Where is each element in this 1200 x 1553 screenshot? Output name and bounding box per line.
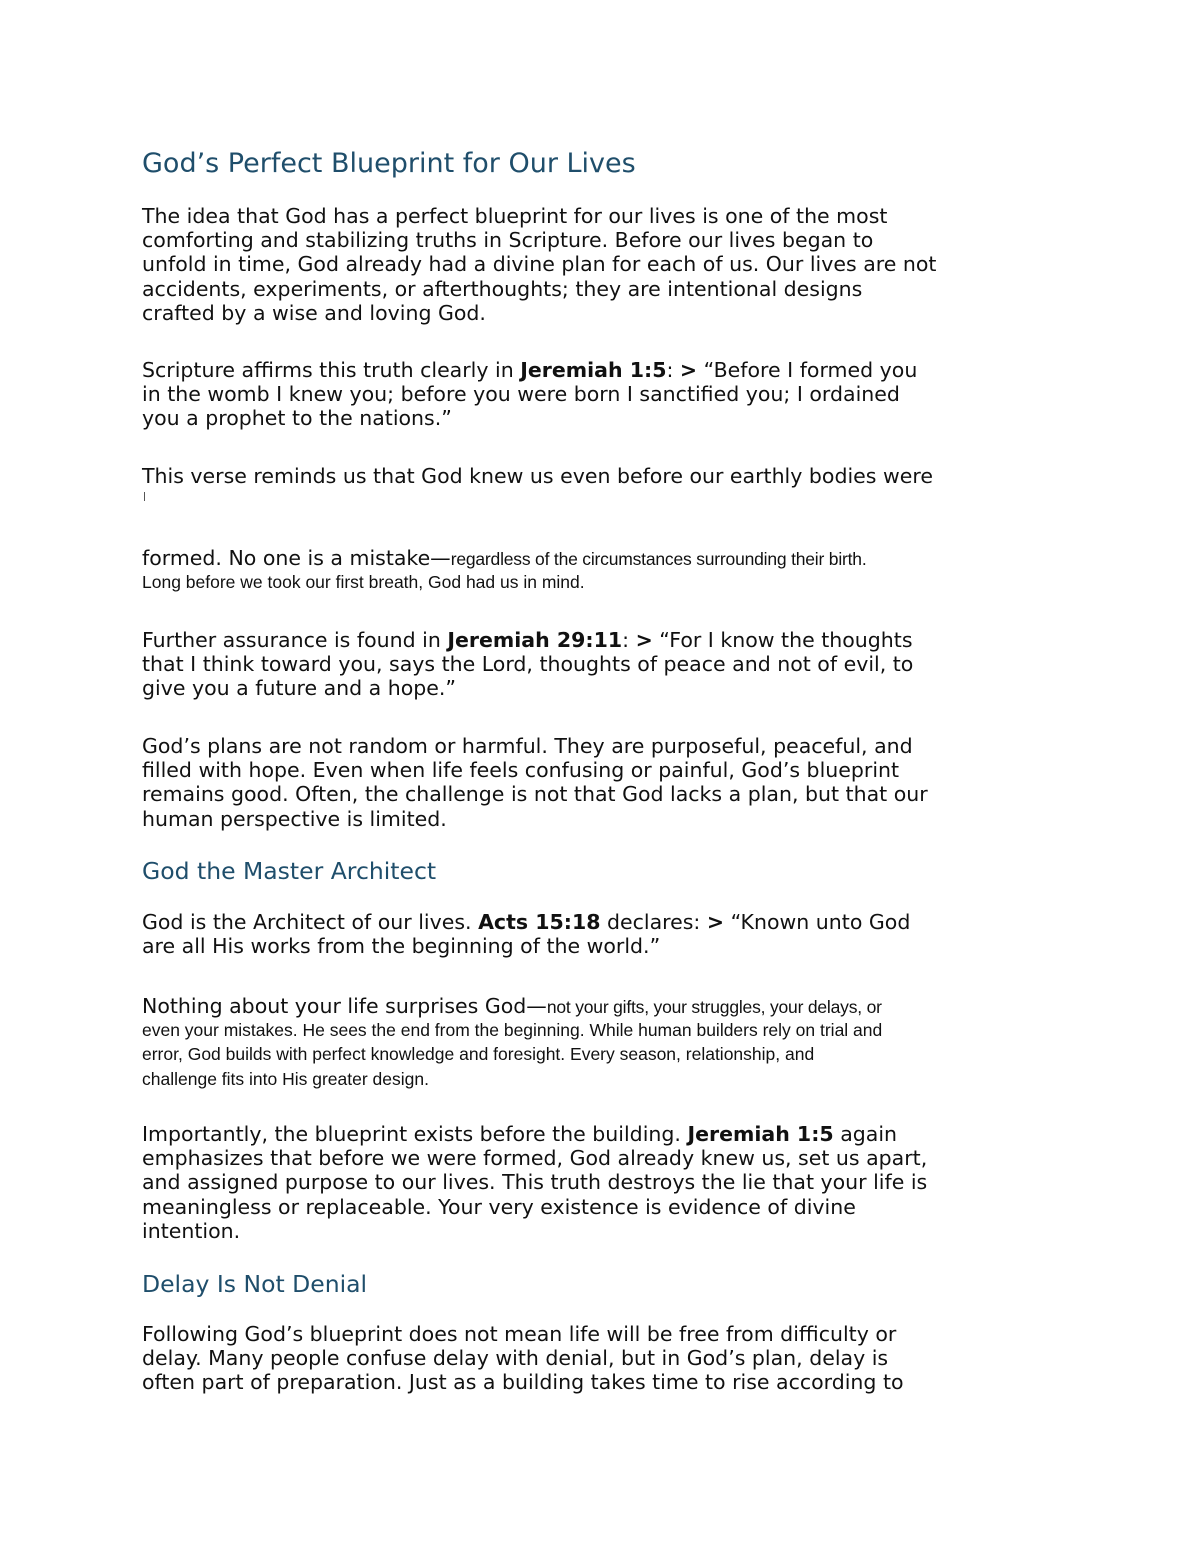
text-run: again	[833, 1122, 898, 1146]
nothing-line: even your mistakes. He sees the end from the beginning. While human builders rely on trial and	[142, 1020, 883, 1041]
heading-master-architect: God the Master Architect	[142, 857, 437, 885]
intro-line: accidents, experiments, or afterthoughts; they are intentional designs	[142, 276, 863, 301]
importantly-line	[142, 1122, 1072, 1146]
quote-marker: >	[635, 628, 653, 652]
reminder-line	[142, 546, 1072, 570]
heading-delay-not-denial: Delay Is Not Denial	[142, 1270, 368, 1298]
plans-paragraph	[142, 734, 1072, 831]
plans-line: remains good. Often, the challenge is not that God lacks a plan, but that our	[142, 782, 928, 807]
quote-marker: >	[706, 910, 725, 934]
document-title: God’s Perfect Blueprint for Our Lives	[142, 148, 636, 179]
text-run: Importantly, the blueprint exists before the building.	[142, 1122, 688, 1146]
importantly-line: and assigned purpose to our lives. This truth destroys the lie that your life is	[142, 1170, 928, 1195]
jeremiah-1-5-line	[142, 358, 1072, 382]
reminder-paragraph-start	[142, 464, 1072, 488]
text-run: :	[666, 358, 680, 382]
quote-text: “Known unto God	[724, 910, 911, 934]
nothing-line	[142, 994, 1072, 1018]
text-run: :	[622, 628, 636, 652]
text-cursor-mark	[144, 492, 145, 501]
text-run: Nothing about your life surprises God—	[142, 994, 547, 1018]
jeremiah-1-5-paragraph	[142, 358, 1072, 431]
delay-paragraph	[142, 1322, 1072, 1395]
intro-paragraph	[142, 204, 1072, 325]
delay-line: Following God’s blueprint does not mean life will be free from difficulty or	[142, 1322, 897, 1346]
quote-text: “Before I formed you	[697, 358, 918, 382]
scripture-reference: Acts 15:18	[478, 910, 601, 934]
plans-line: God’s plans are not random or harmful. They are purposeful, peaceful, and	[142, 734, 913, 758]
reminder-line: This verse reminds us that God knew us even before our earthly bodies were	[142, 464, 933, 488]
delay-line: delay. Many people confuse delay with denial, but in God’s plan, delay is	[142, 1346, 889, 1371]
quote-line: that I think toward you, says the Lord, thoughts of peace and not of evil, to	[142, 652, 914, 677]
intro-line: The idea that God has a perfect blueprint for our lives is one of the most	[142, 204, 888, 228]
intro-line: comforting and stabilizing truths in Scripture. Before our lives began to	[142, 228, 874, 253]
intro-line: unfold in time, God already had a divine plan for each of us. Our lives are not	[142, 252, 937, 277]
text-run: formed. No one is a mistake—	[142, 546, 451, 570]
importantly-paragraph	[142, 1122, 1072, 1243]
text-run-alt-font: regardless of the circumstances surrounding their birth.	[450, 549, 867, 569]
text-run: God is the Architect of our lives.	[142, 910, 479, 934]
acts-paragraph	[142, 910, 1072, 958]
nothing-line: error, God builds with perfect knowledge and foresight. Every season, relationship, and	[142, 1044, 815, 1065]
importantly-line: meaningless or replaceable. Your very existence is evidence of divine	[142, 1194, 856, 1219]
acts-line	[142, 910, 1072, 934]
text-run: Scripture affirms this truth clearly in	[142, 358, 521, 382]
nothing-paragraph	[142, 994, 1072, 1091]
text-run-alt-font: not your gifts, your struggles, your delays, or	[546, 997, 882, 1017]
plans-line: human perspective is limited.	[142, 806, 447, 831]
reminder-line: Long before we took our first breath, God had us in mind.	[142, 572, 585, 593]
intro-line: crafted by a wise and loving God.	[142, 300, 486, 325]
plans-line: filled with hope. Even when life feels confusing or painful, God’s blueprint	[142, 758, 900, 783]
text-run: Further assurance is found in	[142, 628, 448, 652]
delay-line: often part of preparation. Just as a building takes time to rise according to	[142, 1370, 904, 1395]
scripture-reference: Jeremiah 1:5	[520, 358, 667, 382]
quote-line: give you a future and a hope.”	[142, 676, 457, 701]
jeremiah-29-11-line	[142, 628, 1072, 652]
jeremiah-29-11-paragraph	[142, 628, 1072, 701]
reminder-paragraph-end	[142, 546, 1072, 594]
quote-line: you a prophet to the nations.”	[142, 406, 452, 431]
scripture-reference: Jeremiah 29:11	[447, 628, 623, 652]
quote-text: “For I know the thoughts	[652, 628, 913, 652]
quote-line: are all His works from the beginning of the world.”	[142, 934, 661, 959]
scripture-reference: Jeremiah 1:5	[687, 1122, 834, 1146]
importantly-line: intention.	[142, 1218, 241, 1243]
quote-line: in the womb I knew you; before you were born I sanctified you; I ordained	[142, 382, 900, 407]
text-run: declares:	[600, 910, 707, 934]
quote-marker: >	[679, 358, 698, 382]
importantly-line: emphasizes that before we were formed, God already knew us, set us apart,	[142, 1146, 928, 1171]
nothing-line: challenge fits into His greater design.	[142, 1068, 429, 1089]
